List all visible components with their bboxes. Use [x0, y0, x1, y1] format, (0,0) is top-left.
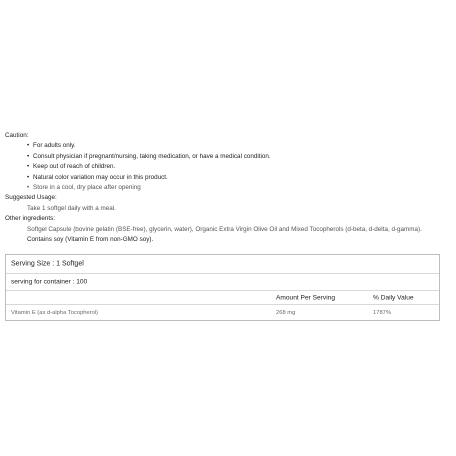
caution-item: • Natural color variation may occur in this product.: [27, 173, 451, 183]
usage-title: Suggested Usage:: [5, 194, 57, 202]
product-info: [5, 131, 451, 245]
contains-soy-note: Contains soy (Vitamin E from non-GMO soy).: [27, 236, 154, 244]
serving-size: Serving Size : 1 Softgel: [11, 260, 84, 268]
caution-title: Caution:: [5, 132, 29, 139]
serving-size-row: [6, 255, 439, 274]
nutrient-amount: 268 mg: [276, 309, 296, 316]
usage-text: Take 1 softgel daily with a meal.: [27, 204, 116, 212]
supplement-facts-table: [5, 254, 440, 321]
nutrient-name: Vitamin E (as d-alpha Tocopherol): [11, 309, 99, 316]
caution-item: • Store in a cool, dry place after opening: [27, 183, 451, 193]
amount-per-serving-header: Amount Per Serving: [276, 294, 336, 301]
caution-item: • Consult physician if pregnant/nursing, taking medication, or have a medical condition.: [27, 152, 451, 162]
nutrient-daily-value: 1787%: [373, 309, 392, 316]
ingredients-title: Other ingredients:: [5, 215, 56, 223]
caution-item: • For adults only.: [27, 141, 451, 151]
caution-item: • Keep out of reach of children.: [27, 162, 451, 172]
ingredients-text: Softgel Capsule (bovine gelatin (BSE-free), glycerin, water), Organic Extra Virgin Olive Oil and Mixed Tocopherols (d-beta, d-delta, d-gamma).: [27, 225, 422, 233]
servings-per-container-row: [6, 274, 439, 291]
daily-value-header: % Daily Value: [373, 294, 414, 301]
table-header-row: [6, 291, 439, 305]
caution-list: [5, 141, 451, 193]
servings-per-container: serving for container : 100: [11, 278, 88, 286]
table-row: [6, 305, 439, 320]
